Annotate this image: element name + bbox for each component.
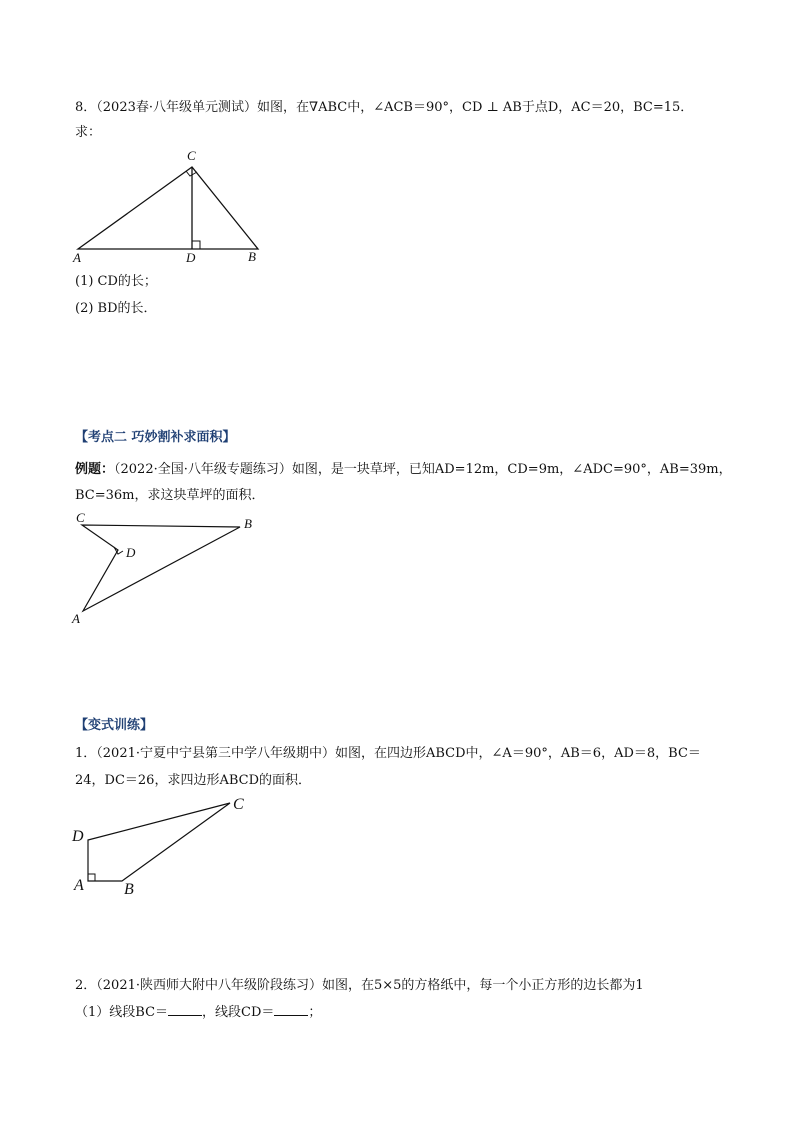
q1-line2: 24，DC＝26，求四边形ABCD的面积． — [75, 773, 312, 788]
example-line2: BC=36m，求这块草坪的面积． — [75, 488, 265, 503]
example-text: （2022·全国·八年级专题练习）如图，是一块草坪，已知AD=12m，CD=9m，∠ADC=90°，AB=39m， — [114, 462, 732, 477]
q8-sub2: (2) BD的长． — [75, 301, 157, 316]
variant-heading: 【变式训练】 — [75, 718, 154, 733]
q8-line2: 求： — [75, 125, 102, 140]
q2-sub1-pre: （1）线段BC＝ — [75, 1005, 169, 1020]
label-a: A — [72, 611, 80, 626]
label-b: B — [248, 249, 256, 264]
example-label: 例题： — [75, 462, 115, 477]
label-c: C — [76, 510, 85, 525]
section2-heading: 【考点二 巧妙割补求面积】 — [75, 430, 236, 445]
q2-sub1-mid: ，线段CD＝ — [202, 1005, 275, 1020]
q2-sub1 — [75, 1003, 321, 1022]
label-d: D — [126, 545, 136, 560]
label-a: A — [74, 877, 84, 894]
label-c: C — [187, 148, 196, 163]
q2-line1: 2．（2021·陕西师大附中八年级阶段练习）如图，在5×5的方格纸中，每一个小正方形的边长都为1 — [75, 978, 644, 993]
label-b: B — [244, 516, 252, 531]
q2-sub1-end: ； — [308, 1005, 322, 1020]
label-d: D — [186, 250, 196, 265]
q1-line1: 1．（2021·宁夏中宁县第三中学八年级期中）如图，在四边形ABCD中，∠A＝90°，AB＝6，AD＝8，BC＝ — [75, 746, 701, 761]
answer-blank-cd[interactable] — [274, 1003, 308, 1016]
answer-blank-bc[interactable] — [168, 1003, 202, 1016]
label-b: B — [124, 881, 134, 898]
label-c: C — [233, 796, 244, 813]
label-a: A — [73, 250, 81, 265]
q8-triangle-figure — [60, 145, 280, 270]
q8-line1: 8．（2023春·八年级单元测试）如图，在∇ABC中，∠ACB＝90°，CD ⊥ AB于点D，AC＝20，BC=15． — [75, 100, 694, 115]
q8-sub1: (1) CD的长； — [75, 274, 157, 289]
right-angle-mark-d — [192, 241, 200, 249]
right-angle-mark-a — [88, 874, 95, 881]
label-d: D — [72, 828, 84, 845]
triangle-abc — [78, 167, 258, 249]
lawn-quadrilateral — [82, 525, 240, 611]
example-line1 — [75, 461, 732, 479]
lawn-figure — [65, 505, 265, 630]
quadrilateral-abcd-figure — [65, 790, 265, 900]
quadrilateral-abcd — [88, 803, 230, 881]
